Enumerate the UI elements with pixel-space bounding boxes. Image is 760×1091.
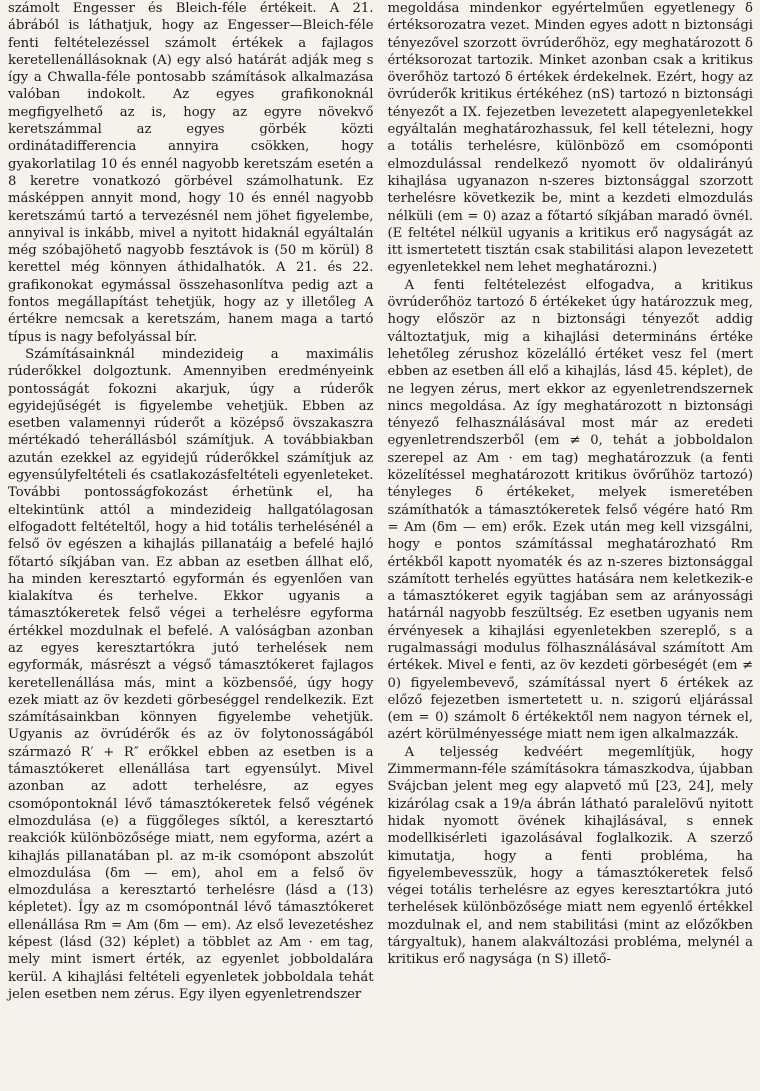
- paragraph: megoldása mindenkor egyértelműen egyetlenegy δ értéksorozatra vezet. Minden egyes adott n biztonsági tényezővel szorzott övrúderőhöz, egy meghatározott δ értéksorozat tartozik. Minket azonban csak a kritikus överőhöz tartozó δ értékek érdekelnek. Ezért, hogy az övrúderők kritikus értékéhez (nS) tartozó n biztonsági tényezőt a IX. fejezetben levezetett alapegyenletekkel egyáltalán meghatározhassuk, fel kell tételezni, hogy a totális terhelésre, különböző em csomóponti elmozdulással rendelkező nyomott öv oldalirányú kihajlása ugyanazon n-szeres biztonsággal szorzott terhelésre következik be, mint a kezdeti elmozdulás nélküli (em = 0) azaz a főtartó síkjában maradó övnél. (E feltétel nélkül ugyanis a kritikus erő nagyságát az itt ismertetett tisztán csak stabilitási alapon levezetett egyenletekkel nem lehet meghatározni.): [387, 1, 753, 276]
- paragraph: Számításainknál mindezideig a maximális rúderőkkel dolgoztunk. Amennyiben eredményeink pontosságát fokozni akarjuk, úgy a rúderők egyidejűségét is figyelembe vehetjük. Ebben az esetben valamennyi rúderőt a középső övszakaszra mértékadó teherállásból számítjuk. A továbbiakban azután ezekkel az egyidejű rúderőkkel számítjuk az egyensúlyfeltételi és csatlakozásfeltételi egyenleteket. További pontosságfokozást érhetünk el, ha eltekintünk attól a mindezideig hallgatólagosan elfogadott feltételtől, hogy a hid totális terhelésénél a felső öv egészen a kihajlás pillanatáig a befelé hajló főtartó síkjában van. Ez abban az esetben állhat elő, ha minden keresztartó egyformán és egyenlően van kialakítva és terhelve. Ekkor ugyanis a támasztókeretek felső végei a terhelésre egyforma értékkel mozdulnak el befelé. A valóságban azonban az egyes keresztartókra jutó terhelések nem egyformák, másrészt a végső támasztókeret fajlagos keretellenállása más, mint a közbensőé, úgy hogy ezek miatt az öv kezdeti görbeséggel rendelkezik. Ezt számításainkban könnyen figyelembe vehetjük. Ugyanis az övrúdérők és az öv folytonosságából származó R′ + R″ erőkkel ebben az esetben is a támasztókeret ellenállása tart egyensúlyt. Mivel azonban az adott terhelésre, az egyes csomópontoknál lévő támasztókeretek felső végének elmozdulása (e) a függőleges síktól, a keresztartó reakciók különbözősége miatt, nem egyforma, azért a kihajlás pillanatában pl. az m-ik csomópont abszolút elmozdulása (δm — em), ahol em a felső öv elmozdulása a keresztartó terhelésre (lásd a (13) képletet). Így az m csomópontnál lévő támasztókeret ellenállása Rm = Am (δm — em). Az első levezetéshez képest (lásd (32) képlet) a többlet az Am · em tag, mely mint ismert érték, az egyenlet jobboldalára kerül. A kihajlási feltételi egyenletek jobboldala tehát jelen esetben nem zérus. Egy ilyen egyenletrendszer: [8, 346, 374, 1002]
- paragraph: számolt Engesser és Bleich-féle értékeit. A 21. ábrából is láthatjuk, hogy az Engesser—Bleich-féle fenti feltételezéssel számolt értékek a fajlagos keretellenállásoknak (A) egy alsó határát adják meg s így a Chwalla-féle pontosabb számítások alkalmazása valóban indokolt. Az egyes grafikonoknál megfigyelhető az is, hogy az egyre növekvő keretszámmal az egyes görbék közti ordinátadifferencia annyira csökken, hogy gyakorlatilag 10 és ennél nagyobb keretszám esetén a 8 keretre vonatkozó görbével számolhatunk. Ez másképpen annyit mond, hogy 10 és ennél nagyobb keretszámú tartó a tervezésnél nem jöhet figyelembe, annyival is inkább, mivel a nyitott hidaknál egyáltalán még szóbajöhető nagyobb fesztávok is (50 m körül) 8 kerettel még könnyen áthidalhatók. A 21. és 22. grafikonokat egymással összehasonlítva pedig azt a fontos megállapítást tehetjük, hogy az y illetőleg A értékre nemcsak a keretszám, hanem maga a tartó típus is nagy befolyással bír.: [8, 1, 374, 345]
- paragraph: A teljesség kedvéért megemlítjük, hogy Zimmermann-féle számításokra támaszkodva, újabban Svájcban jelent meg egy alapvető mű [23, 24], mely kizárólag csak a 19/a ábrán látható paralelövű nyitott hidak nyomott övének kihajlásával, s ennek modellkisérleti igazolásával foglalkozik. A szerző kimutatja, hogy a fenti probléma, ha figyelembevesszük, hogy a támasztókeretek felső végei totális terhelésre az egyes keresztartókra jutó terhelések különbözősége miatt nem egyenlő értékkel mozdulnak el, and nem stabilitási (mint az előzőkben tárgyaltuk), hanem alakváltozási probléma, melynél a kritikus erő nagysága (n S) illető-: [387, 744, 753, 968]
- left-column: [8, 0, 374, 1091]
- right-column: [388, 0, 754, 1091]
- paragraph: A fenti feltételezést elfogadva, a kritikus övrúderőhöz tartozó δ értékeket úgy határozzuk meg, hogy először az n biztonsági tényezőt addig változtatjuk, mig a kihajlási determináns értéke lehetőleg zérushoz közelálló értéket vesz fel (mert ebben az esetben áll elő a kihajlás, lásd 45. képlet), de ne legyen zérus, mert ekkor az egyenletrendszernek nincs megoldása. Az így meghatározott n biztonsági tényező felhasználásával most már az eredeti egyenletrendszerből (em ≠ 0, tehát a jobboldalon szerepel az Am · em tag) meghatározzuk (a fenti közelítéssel meghatározott kritikus övőrűhöz tartozó) tényleges δ értékeket, melyek ismeretében számíthatók a támasztókeretek felső végére ható Rm = Am (δm — em) erők. Ezek után meg kell vizsgálni, hogy e pontos számítással meghatározható Rm értékből kapott nyomaték és az n-szeres biztonsággal számított terhelés együttes hatására nem keletkezik-e a támasztókeret egyik tagjában sem az arányossági határnál nagyobb feszültség. Ez esetben ugyanis nem érvényesek a kihajlási egyenletekben szereplő, s a rugalmassági modulus fölhasználásával számított Am értékek. Mivel e fenti, az öv kezdeti görbeségét (em ≠ 0) figyelembevevő, számítással nyert δ értékek az előző fejezetben ismertetett u. n. szigorú eljárással (em = 0) számolt δ értékektől nem nagyon térnek el, azért körülményessége miatt nem igen alkalmazzák.: [387, 277, 753, 743]
